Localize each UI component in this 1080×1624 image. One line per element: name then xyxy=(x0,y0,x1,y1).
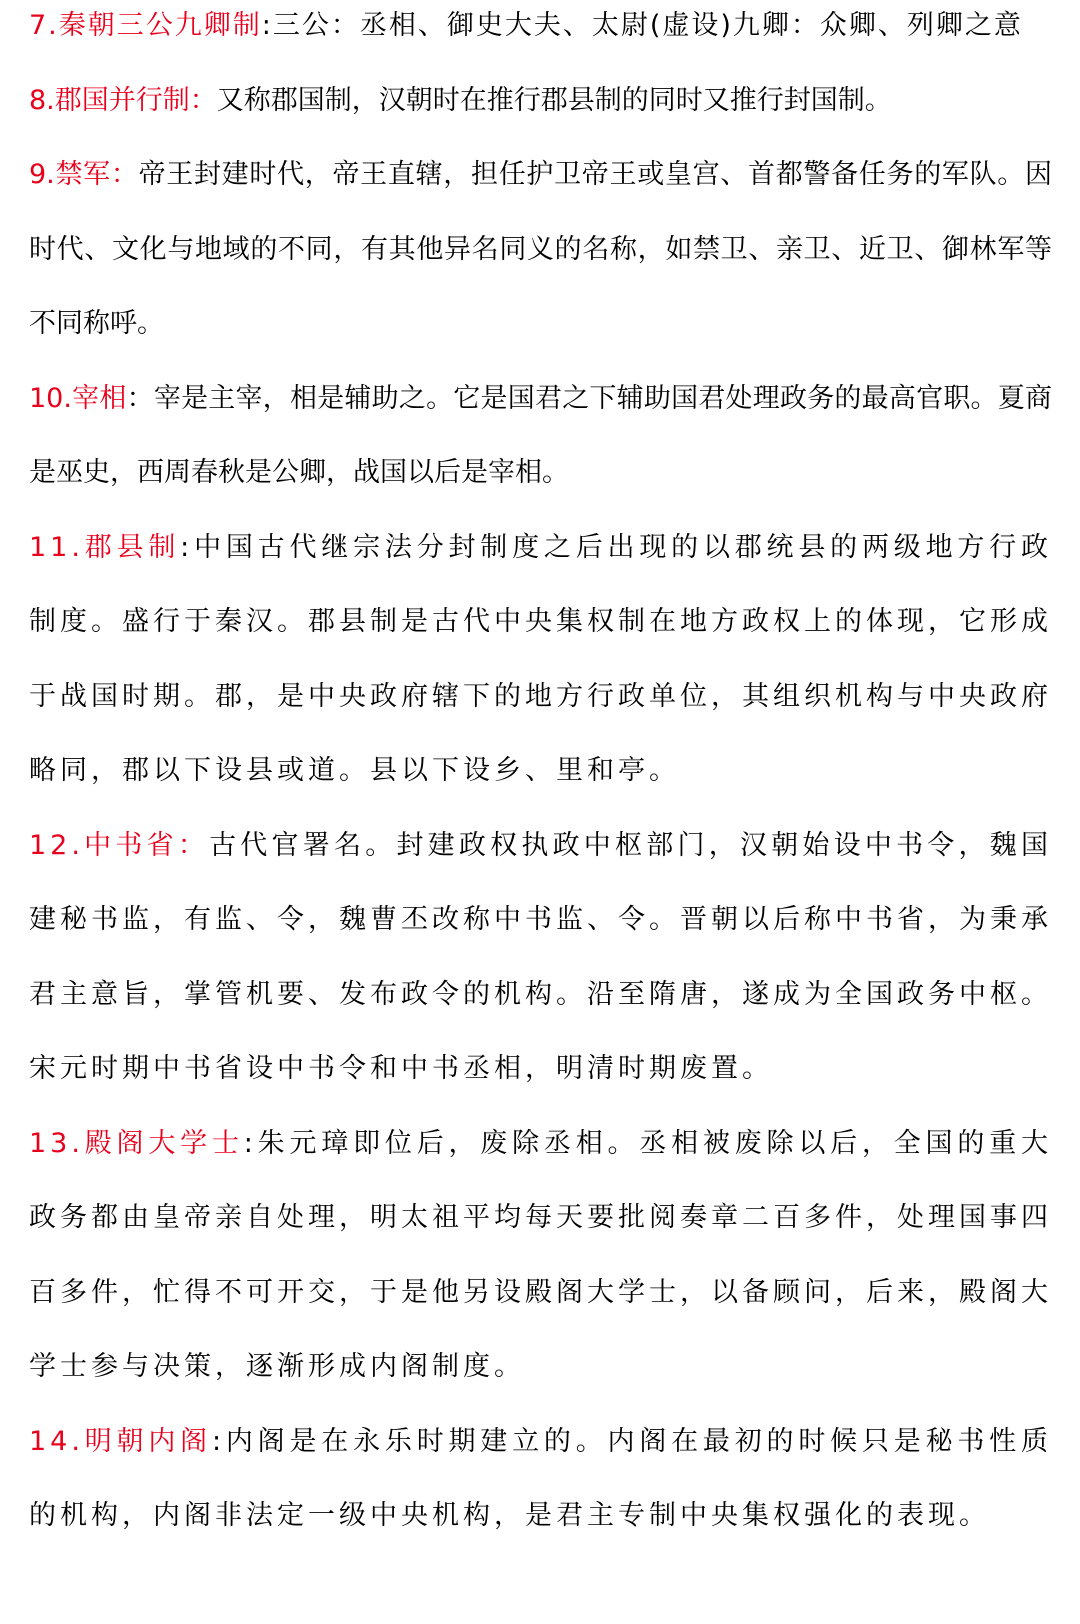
entry-10-chancellor xyxy=(29,362,1052,511)
entry-11-commandery-county-system xyxy=(29,511,1052,809)
entry-term: 9.禁军： xyxy=(29,159,139,190)
entry-7-qin-three-ducal-nine-ministers xyxy=(29,0,1052,64)
entry-term: 12.中书省： xyxy=(29,829,210,861)
entry-13-grand-secretaries xyxy=(29,1107,1052,1405)
entry-term: 10.宰相 xyxy=(29,382,127,414)
entry-body: 帝王封建时代，帝王直辖，担任护卫帝王或皇宫、首都警备任务的军队。因时代、文化与地域的不同，有其他异名同义的名称，如禁卫、亲卫、近卫、御林军等不同称呼。 xyxy=(29,159,1053,339)
entry-term: 13.殿阁大学士 xyxy=(29,1127,244,1159)
entry-term: 11.郡县制 xyxy=(29,531,181,563)
entry-term: 7.秦朝三公九卿制 xyxy=(29,10,262,41)
entry-term: 14.明朝内阁 xyxy=(29,1425,212,1457)
entry-body: ：宰是主宰，相是辅助之。它是国君之下辅助国君处理政务的最高官职。夏商是巫史，西周春秋是公卿，战国以后是宰相。 xyxy=(29,382,1052,488)
entry-body: :内阁是在永乐时期建立的。内阁在最初的时候只是秘书性质的机构，内阁非法定一级中央机构，是君主专制中央集权强化的表现。 xyxy=(29,1425,1052,1531)
entry-term: 8.郡国并行制： xyxy=(29,84,217,116)
entry-9-imperial-guard xyxy=(29,138,1052,362)
entry-body: :朱元璋即位后，废除丞相。丞相被废除以后，全国的重大政务都由皇帝亲自处理，明太祖平均每天要批阅奏章二百多件，处理国事四百多件，忙得不可开交，于是他另设殿阁大学士，以备顾问，后来，殿阁大学士参与决策，逐渐形成内阁制度。 xyxy=(29,1127,1052,1382)
entry-body: 古代官署名。封建政权执政中枢部门，汉朝始设中书令，魏国建秘书监，有监、令，魏曹丕改称中书监、令。晋朝以后称中书省，为秉承君主意旨，掌管机要、发布政令的机构。沿至隋唐，遂成为全国政务中枢。宋元时期中书省设中书令和中书丞相，明清时期废置。 xyxy=(29,829,1052,1084)
entry-body: 又称郡国制，汉朝时在推行郡县制的同时又推行封国制。 xyxy=(216,84,892,116)
entry-12-secretariat xyxy=(29,809,1052,1107)
entry-14-ming-grand-secretariat xyxy=(29,1405,1052,1554)
entry-body: :三公：丞相、御史大夫、太尉(虚设)九卿：众卿、列卿之意 xyxy=(261,10,1023,41)
entry-8-commandery-and-fiefdom-system xyxy=(29,64,1052,139)
entry-body: :中国古代继宗法分封制度之后出现的以郡统县的两级地方行政制度。盛行于秦汉。郡县制是古代中央集权制在地方政权上的体现，它形成于战国时期。郡，是中央政府辖下的地方行政单位，其组织机构与中央政府略同，郡以下设县或道。县以下设乡、里和亭。 xyxy=(29,531,1052,786)
